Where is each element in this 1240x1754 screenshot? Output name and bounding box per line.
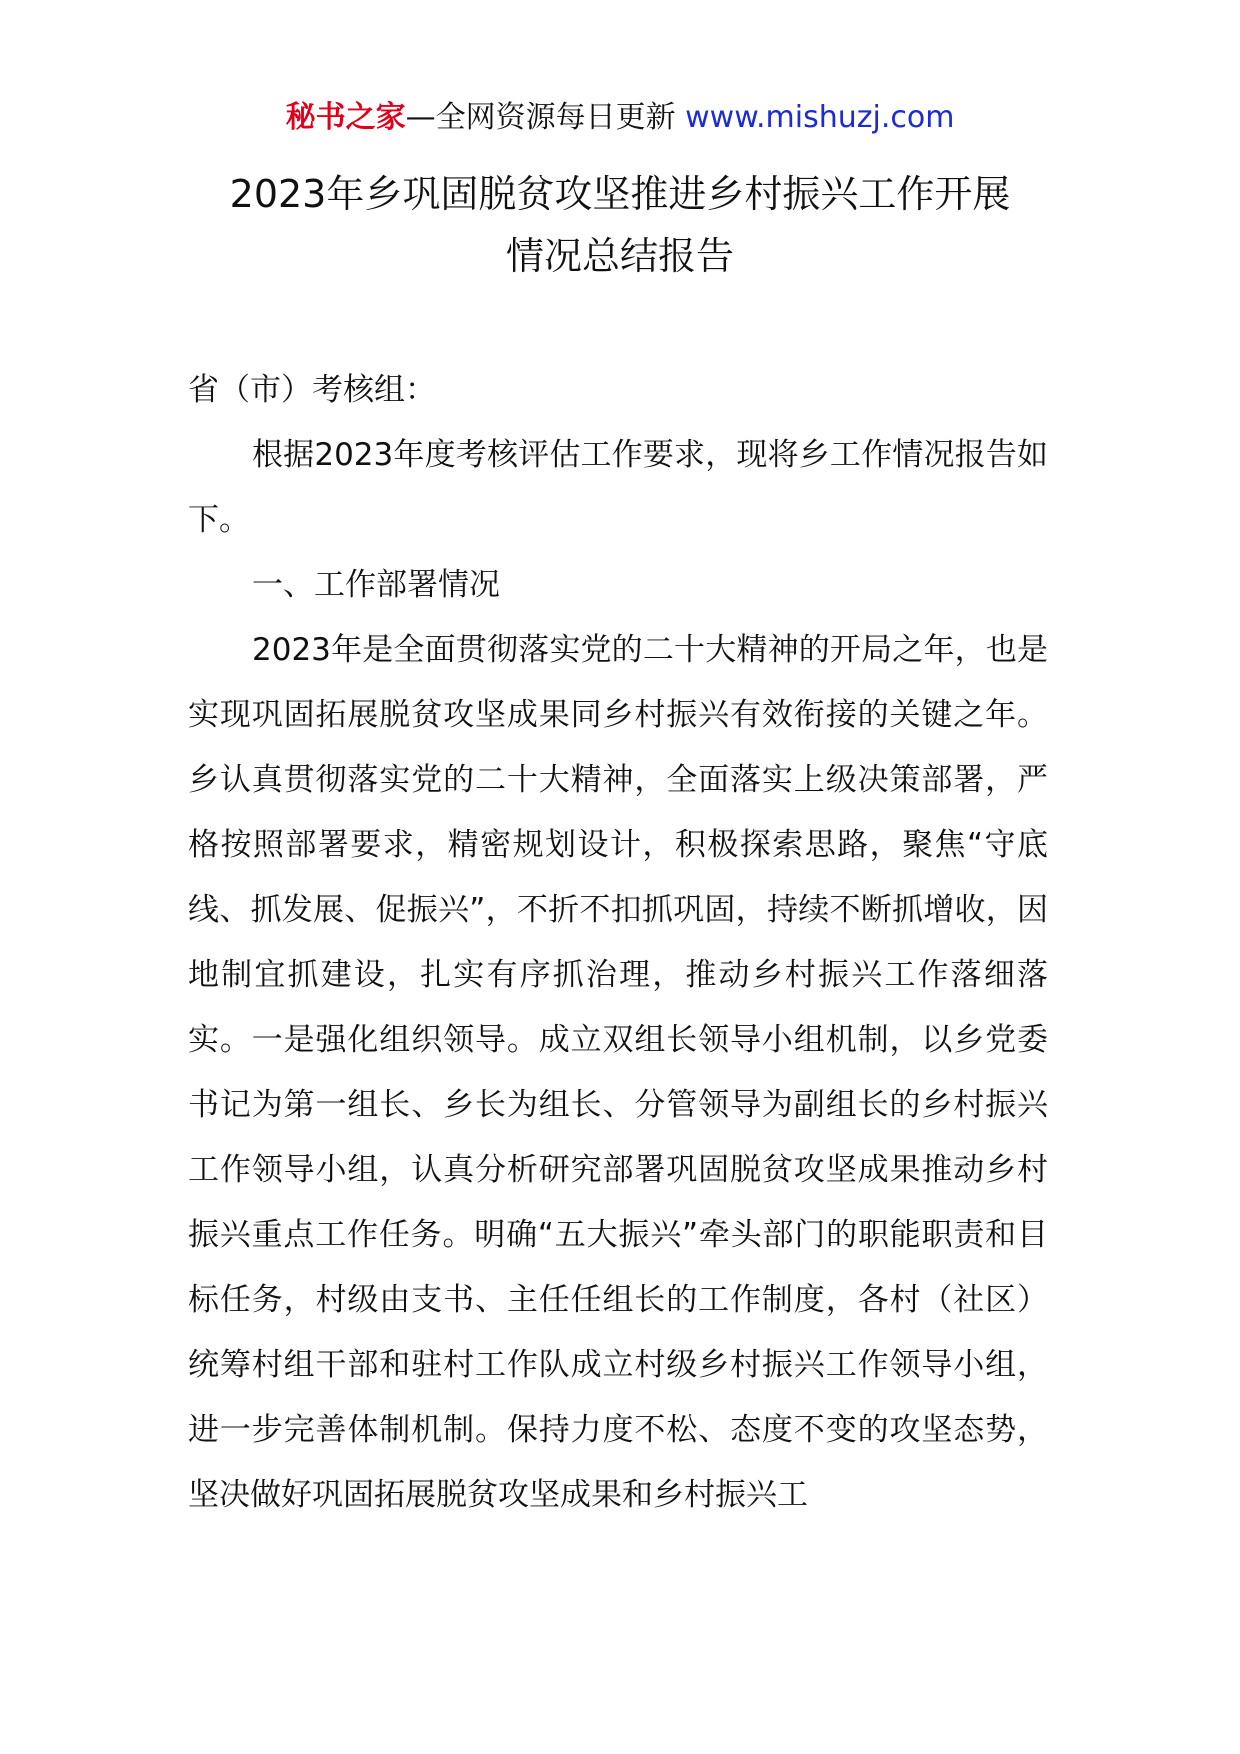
title-line-1: 2023年乡巩固脱贫攻坚推进乡村振兴工作开展 [229,172,1011,216]
title-line-2: 情况总结报告 [505,234,734,278]
brand-name: 秘书之家 [285,100,406,135]
section-heading: 一、工作部署情况 [252,567,500,603]
header-slogan: —全网资源每日更新 [405,100,686,135]
salutation: 省（市）考核组： [188,372,436,408]
website-link[interactable]: www.mishuzj.com [685,100,955,135]
section-paragraph: 2023年是全面贯彻落实党的二十大精神的开局之年，也是实现巩固拓展脱贫攻坚成果同乡村振兴有效衔接的关键之年。乡认真贯彻落实党的二十大精神，全面落实上级决策部署，严格按照部署要求，精密规划设计，积极探索思路，聚焦“守底线、抓发展、促振兴”，不折不扣抓巩固，持续不断抓增收，因地制宜抓建设，扎实有序抓治理，推动乡村振兴工作落细落实。一是强化组织领导。成立双组长领导小组机制，以乡党委书记为第一组长、乡长为组长、分管领导为副组长的乡村振兴工作领导小组，认真分析研究部署巩固脱贫攻坚成果推动乡村振兴重点工作任务。明确“五大振兴”牵头部门的职能职责和目标任务，村级由支书、主任任组长的工作制度，各村（社区）统筹村组干部和驻村工作队成立村级乡村振兴工作领导小组，进一步完善体制机制。保持力度不松、态度不变的攻坚态势，坚决做好巩固拓展脱贫攻坚成果和乡村振兴工 [188,632,1048,1513]
intro-paragraph: 根据2023年度考核评估工作要求，现将乡工作情况报告如下。 [188,437,1048,538]
document-title [120,163,1120,287]
document-body [188,358,1048,1528]
site-header [0,98,1240,138]
